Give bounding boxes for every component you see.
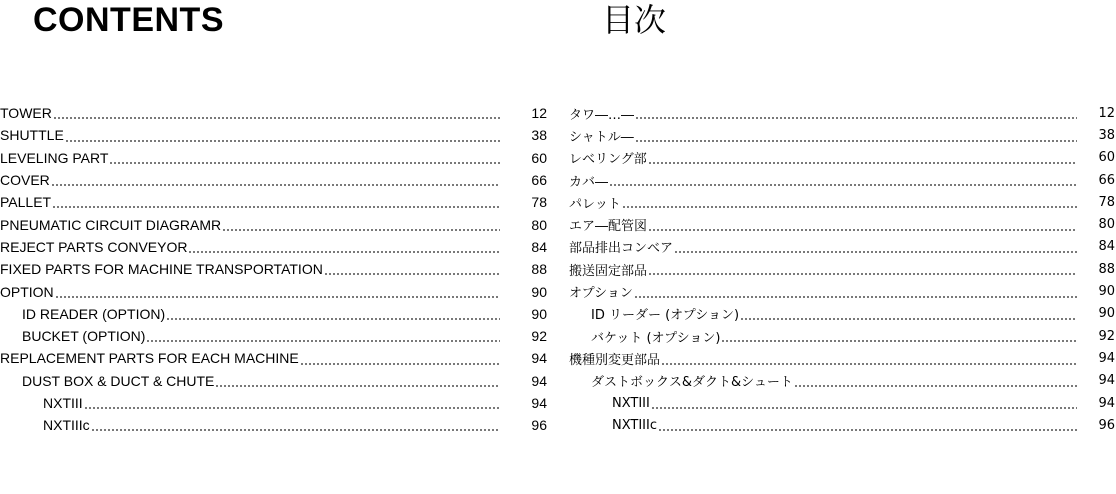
toc-label-jp: 部品排出コンベア (569, 241, 674, 257)
toc-label-jp: 搬送固定部品 (569, 263, 648, 279)
toc-page-number-jp: 88 (1098, 261, 1115, 277)
dot-leader (51, 184, 500, 186)
toc-label-en: ID READER (OPTION) (22, 305, 166, 322)
dot-leader (84, 407, 500, 409)
toc-label-jp: NXTIII (612, 395, 650, 411)
dot-leader (740, 318, 1077, 320)
dot-leader (53, 117, 500, 119)
toc-label-jp: オプション (569, 286, 633, 302)
contents-heading-jp: 目次 (602, 1, 667, 39)
toc-page-number-jp: 80 (1098, 217, 1115, 233)
toc-row-en[interactable] (0, 303, 548, 325)
toc-label-jp: ダストボックス&ダクト&シュート (591, 375, 793, 391)
toc-row-en[interactable] (0, 258, 548, 280)
dot-leader (91, 429, 500, 431)
toc-row-jp[interactable] (569, 392, 1116, 414)
dot-leader (648, 162, 1077, 164)
dot-leader (651, 407, 1077, 409)
toc-page-number-jp: 96 (1098, 417, 1115, 433)
toc-row-jp[interactable] (569, 347, 1116, 369)
dot-leader (721, 340, 1077, 342)
toc-row-en[interactable] (0, 124, 548, 146)
toc-page-number-en: 92 (531, 328, 547, 345)
toc-row-jp[interactable] (569, 325, 1116, 347)
dot-leader (146, 340, 500, 342)
toc-row-en[interactable] (0, 191, 548, 213)
dot-leader (65, 140, 500, 142)
toc-row-en[interactable] (0, 392, 548, 414)
toc-page-number-jp: 84 (1098, 239, 1115, 255)
dot-leader (609, 184, 1077, 186)
dot-leader (648, 229, 1077, 231)
toc-page-number-en: 66 (531, 172, 547, 189)
toc-label-en: FIXED PARTS FOR MACHINE TRANSPORTATION (0, 261, 323, 278)
toc-row-jp[interactable] (569, 169, 1116, 191)
contents-heading-en: CONTENTS (33, 1, 224, 39)
toc-page-number-jp: 78 (1098, 194, 1115, 210)
toc-page-number-en: 94 (531, 350, 547, 367)
toc-page-number-en: 60 (531, 149, 547, 166)
dot-leader (674, 251, 1077, 253)
toc-row-en[interactable] (0, 236, 548, 258)
toc-page-number-jp: 60 (1098, 150, 1115, 166)
dot-leader (634, 296, 1077, 298)
dot-leader (166, 318, 500, 320)
toc-page-number-jp: 94 (1098, 373, 1115, 389)
toc-label-en: SHUTTLE (0, 127, 64, 144)
toc-row-jp[interactable] (569, 370, 1116, 392)
dot-leader (635, 140, 1077, 142)
dot-leader (622, 206, 1077, 208)
dot-leader (324, 273, 500, 275)
toc-row-en[interactable] (0, 213, 548, 235)
toc-row-jp[interactable] (569, 414, 1116, 436)
toc-label-en: PALLET (0, 194, 52, 211)
toc-page-number-en: 78 (531, 194, 547, 211)
toc-row-jp[interactable] (569, 124, 1116, 146)
toc-row-jp[interactable] (569, 280, 1116, 302)
toc-label-en: DUST BOX & DUCT & CHUTE (22, 372, 215, 389)
toc-row-jp[interactable] (569, 102, 1116, 124)
toc-page-number-jp: 94 (1098, 350, 1115, 366)
toc-label-en: NXTIIIc (43, 417, 90, 434)
toc-row-en[interactable] (0, 414, 548, 436)
toc-list-en (0, 102, 548, 436)
dot-leader (222, 229, 500, 231)
dot-leader (661, 363, 1077, 365)
toc-label-en: LEVELING PART (0, 149, 109, 166)
toc-page-number-jp: 38 (1098, 127, 1115, 143)
toc-label-en: REPLACEMENT PARTS FOR EACH MACHINE (0, 350, 299, 367)
dot-leader (635, 117, 1077, 119)
toc-row-en[interactable] (0, 325, 548, 347)
toc-label-en: OPTION (0, 283, 54, 300)
toc-row-en[interactable] (0, 102, 548, 124)
toc-row-jp[interactable] (569, 147, 1116, 169)
toc-page-number-en: 80 (531, 216, 547, 233)
dot-leader (648, 273, 1077, 275)
toc-label-en: BUCKET (OPTION) (22, 328, 146, 345)
toc-row-en[interactable] (0, 280, 548, 302)
dot-leader (794, 385, 1077, 387)
toc-label-en: COVER (0, 172, 50, 189)
toc-label-en: PNEUMATIC CIRCUIT DIAGRAMR (0, 216, 222, 233)
toc-page-number-en: 88 (531, 261, 547, 278)
toc-label-jp: シャトル― (569, 129, 634, 145)
toc-row-en[interactable] (0, 169, 548, 191)
toc-label-jp: NXTIIIc (612, 417, 657, 433)
dot-leader (215, 385, 500, 387)
toc-label-en: REJECT PARTS CONVEYOR (0, 238, 188, 255)
toc-page-number-jp: 90 (1098, 306, 1115, 322)
toc-page-number-en: 38 (531, 127, 547, 144)
toc-page-number-jp: 92 (1098, 328, 1115, 344)
toc-page-number-jp: 94 (1098, 395, 1115, 411)
dot-leader (52, 206, 500, 208)
toc-row-jp[interactable] (569, 191, 1116, 213)
dot-leader (300, 363, 500, 365)
toc-label-en: NXTIII (43, 395, 83, 411)
toc-list-jp (569, 102, 1116, 436)
toc-label-jp: タワ―…― (569, 107, 635, 123)
toc-label-jp: カバ― (569, 174, 609, 190)
toc-label-jp: エア―配管図 (569, 219, 648, 235)
toc-page-number-en: 90 (531, 283, 547, 300)
toc-label-jp: レベリング部 (569, 152, 647, 168)
toc-row-jp[interactable] (569, 303, 1116, 325)
toc-label-en: TOWER (0, 105, 52, 122)
toc-page-number-jp: 66 (1098, 172, 1115, 188)
toc-page-number-en: 96 (531, 417, 547, 434)
toc-label-jp: パレット (569, 196, 621, 212)
toc-row-jp[interactable] (569, 236, 1116, 258)
toc-page-number-en: 94 (531, 372, 547, 389)
toc-page-number-en: 12 (531, 105, 547, 122)
dot-leader (188, 251, 500, 253)
toc-page-number-en: 84 (531, 238, 547, 255)
dot-leader (658, 429, 1077, 431)
toc-page-number-jp: 12 (1098, 105, 1115, 121)
dot-leader (55, 296, 500, 298)
toc-row-jp[interactable] (569, 258, 1116, 280)
toc-page-number-en: 90 (531, 305, 547, 322)
toc-row-jp[interactable] (569, 213, 1116, 235)
dot-leader (109, 162, 500, 164)
toc-row-en[interactable] (0, 347, 548, 369)
toc-page-number-en: 94 (531, 395, 547, 411)
toc-label-jp: ID リーダー (オプション) (591, 308, 740, 324)
toc-row-en[interactable] (0, 370, 548, 392)
toc-label-jp: 機種別変更部品 (569, 352, 661, 368)
toc-page-number-jp: 90 (1098, 284, 1115, 300)
toc-label-jp: バケット (オプション) (591, 330, 721, 346)
toc-row-en[interactable] (0, 147, 548, 169)
